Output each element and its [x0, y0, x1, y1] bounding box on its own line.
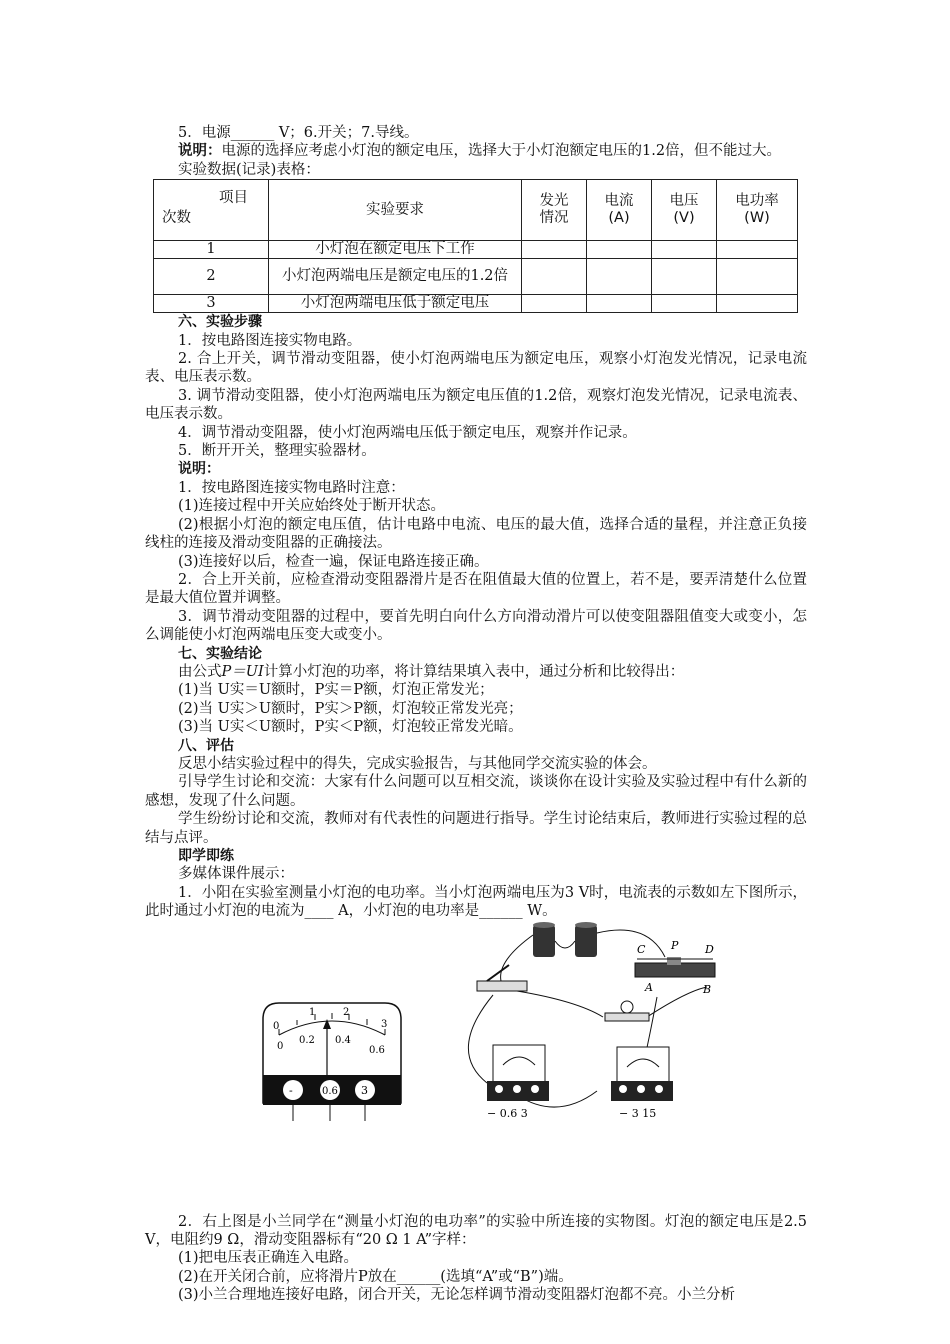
svg-text:B: B [703, 982, 712, 996]
row-requirement: 小灯泡在额定电压下工作 [269, 241, 522, 259]
svg-text:C: C [637, 942, 646, 956]
step: 2. 合上开关，调节滑动变阻器，使小灯泡两端电压为额定电压，观察小灯泡发光情况，记录电流表、电压表示数。 [145, 351, 807, 386]
conclusion-3: (3)当 U实＜U额时，P实＜P额，灯泡较正常发光暗。 [178, 719, 523, 736]
note-item: 1．按电路图连接实物电路时注意： [178, 479, 405, 496]
conclusion-intro: 由公式P＝UI计算小灯泡的功率，将计算结果填入表中，通过分析和比较得出： [178, 663, 685, 680]
power-note [145, 142, 807, 160]
note-item: 3．调节滑动变阻器的过程中，要首先明白向什么方向滑动滑片可以使变阻器阻值变大或变小，怎么调能使小灯泡两端电压变大或变小。 [145, 608, 807, 644]
row-number: 2 [154, 259, 269, 295]
question-2-3: (3)小兰合理地连接好电路，闭合开关，无论怎样调节滑动变阻器灯泡都不亮。小兰分析 [178, 1287, 736, 1304]
svg-text:0.6: 0.6 [322, 1085, 338, 1097]
terminal-minus [283, 1080, 303, 1100]
question-1: 1．小阳在实验室测量小灯泡的电功率。当小灯泡两端电压为3 V时，电流表的示数如左下图所示，此时通过小灯泡的电流为____ A，小灯泡的电功率是______ W。 [145, 884, 807, 920]
table-caption: 实验数据(记录)表格： [178, 161, 320, 178]
svg-text:P: P [671, 938, 679, 952]
power-supply-line: 5．电源______ V；6.开关；7.导线。 [178, 125, 419, 141]
question-2-1: (1)把电压表正确连入电路。 [178, 1250, 359, 1267]
scale-top-3: 3 [381, 1018, 388, 1030]
lamp-icon [605, 1001, 649, 1021]
row-requirement: 小灯泡两端电压低于额定电压 [269, 295, 522, 313]
note-item: (3)连接好以后，检查一遍，保证电路连接正确。 [178, 553, 489, 570]
step: 4．调节滑动变阻器，使小灯泡两端电压低于额定电压，观察并作记录。 [178, 424, 637, 441]
row-requirement: 小灯泡两端电压是额定电压的1.2倍 [269, 259, 522, 295]
section-6-note-title: 说明： [178, 461, 220, 478]
step: 5．断开开关，整理实验器材。 [178, 443, 376, 460]
note-item: (2)根据小灯泡的额定电压值，估计电路中电流、电压的最大值，选择合适的量程，并注意正负接线柱的连接及滑动变阻器的正确接法。 [145, 516, 807, 552]
circuit-figure [457, 921, 757, 1143]
corner-header [154, 180, 269, 241]
scale-bottom-3: 0.6 [369, 1044, 385, 1056]
battery-icon [533, 922, 597, 957]
formula: P＝UI [221, 663, 264, 680]
voltmeter-icon [611, 1047, 673, 1120]
header-glow: 发光 情况 [522, 180, 587, 241]
svg-text:3: 3 [361, 1083, 368, 1097]
conclusion-1: (1)当 U实＝U额时，P实＝P额，灯泡正常发光； [178, 682, 494, 699]
corner-top-label: 项目 [219, 190, 248, 207]
question-2-2: (2)在开关闭合前，应将滑片P放在______(选填“A”或“B”)端。 [178, 1268, 573, 1285]
svg-text:D: D [705, 942, 714, 956]
note-item: 2．合上开关前，应检查滑动变阻器滑片是否在阻值最大值的位置上，若不是，要弄清楚什么位置是最大值位置并调整。 [145, 571, 807, 607]
scale-top-2: 2 [343, 1006, 350, 1018]
figures [145, 921, 807, 1213]
table-row [154, 259, 798, 295]
ammeter-meter-icon [487, 1045, 549, 1120]
header-current: 电流 (A) [587, 180, 652, 241]
eval-p3: 学生纷纷讨论和交流，教师对有代表性的问题进行指导。学生讨论结束后，教师进行实验过程的总结与点评。 [145, 811, 807, 846]
table-row [154, 295, 798, 313]
header-requirement: 实验要求 [269, 180, 522, 241]
data-table [153, 179, 798, 313]
note-item: (1)连接过程中开关应始终处于断开状态。 [178, 498, 446, 515]
table-row [154, 241, 798, 259]
svg-text:− 3 15: − 3 15 [619, 1106, 657, 1120]
row-number: 1 [154, 241, 269, 259]
header-voltage: 电压 (V) [652, 180, 717, 241]
eval-p1: 反思小结实验过程中的得失，完成实验报告，与其他同学交流实验的体会。 [178, 755, 657, 772]
scale-bottom-0: 0 [277, 1040, 284, 1052]
section-7-title: 七、实验结论 [178, 645, 262, 662]
svg-text:-: - [289, 1083, 293, 1097]
scale-bottom-1: 0.2 [299, 1034, 315, 1046]
media-line: 多媒体课件展示： [178, 866, 294, 883]
row-number: 3 [154, 295, 269, 313]
scale-top-0: 0 [273, 1020, 280, 1032]
conclusion-2: (2)当 U实＞U额时，P实＞P额，灯泡较正常发光亮； [178, 700, 523, 717]
scale-bottom-2: 0.4 [335, 1034, 351, 1046]
section-6-title: 六、实验步骤 [178, 314, 262, 331]
ammeter-figure [257, 999, 407, 1141]
note-text: 电源的选择应考虑小灯泡的额定电压，选择大于小灯泡额定电压的1.2倍，但不能过大。 [221, 143, 782, 160]
switch-icon [477, 965, 527, 991]
note-label: 说明： [178, 143, 222, 160]
rheostat-icon [635, 939, 715, 996]
eval-p2: 引导学生讨论和交流：大家有什么问题可以互相交流，谈谈你在设计实验及实验过程中有什么新的感想，发现了什么问题。 [145, 774, 807, 809]
step: 3. 调节滑动变阻器，使小灯泡两端电压为额定电压值的1.2倍，观察灯泡发光情况，记录电流表、电压表示数。 [145, 387, 807, 423]
svg-text:A: A [645, 980, 653, 994]
document-page [145, 124, 807, 1305]
corner-bottom-label: 次数 [162, 210, 191, 227]
svg-text:− 0.6 3: − 0.6 3 [487, 1106, 528, 1120]
question-2: 2．右上图是小兰同学在“测量小灯泡的电功率”的实验中所连接的实物图。灯泡的额定电压是2.5 V，电阻约9 Ω，滑动变阻器标有“20 Ω 1 A”字样： [145, 1213, 807, 1249]
scale-top-1: 1 [309, 1006, 316, 1018]
header-power: 电功率 (W) [717, 180, 798, 241]
step: 1．按电路图连接实物电路。 [178, 332, 362, 349]
practice-title: 即学即练 [178, 848, 234, 864]
section-8-title: 八、评估 [178, 737, 234, 754]
